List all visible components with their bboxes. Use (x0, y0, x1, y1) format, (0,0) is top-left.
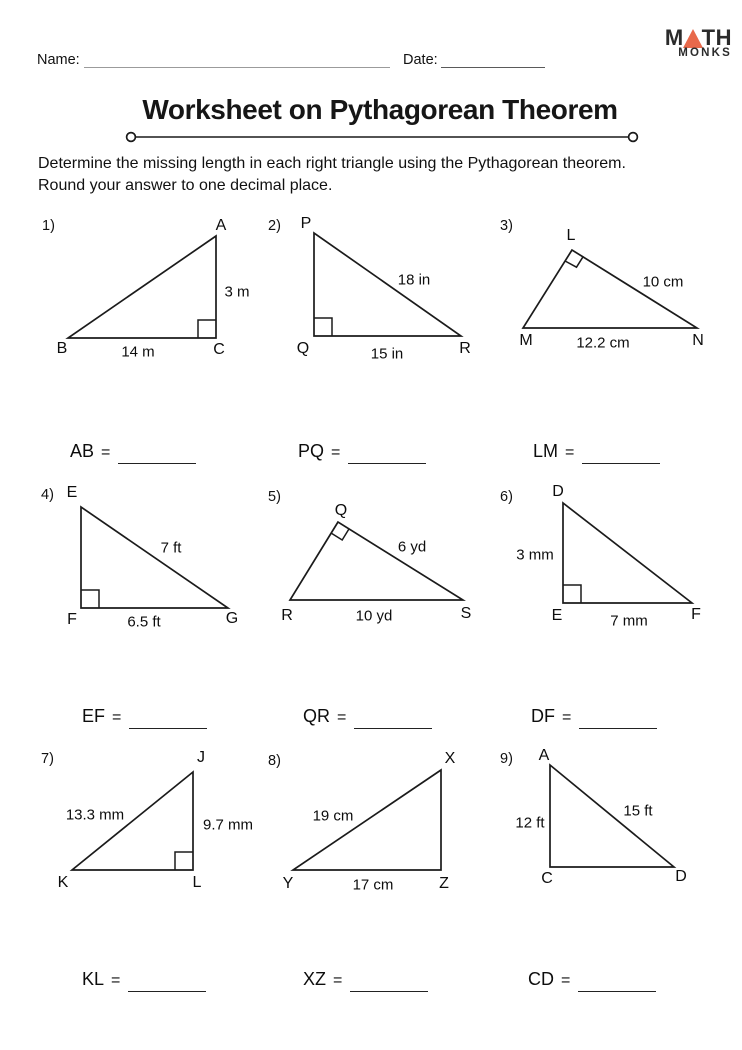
logo-subtitle: MONKS (678, 47, 732, 59)
equals-sign: = (333, 972, 343, 989)
vertex-label: J (197, 749, 205, 766)
side-length-label: 9.7 mm (202, 816, 254, 834)
triangle-figure (262, 210, 482, 365)
vertex-label: K (57, 874, 69, 891)
answer-label: PQ (298, 441, 325, 461)
vertex-label: Y (282, 875, 294, 892)
side-length-label: 10 yd (355, 607, 393, 625)
equals-sign: = (562, 709, 572, 726)
instructions (38, 153, 728, 197)
problem-4 (38, 480, 258, 635)
answer-label: QR (303, 706, 330, 726)
vertex-label: Q (334, 502, 348, 519)
problem-number: 5) (268, 489, 281, 505)
title-underline-decoration (124, 129, 640, 145)
side-length-label: 18 in (397, 271, 431, 289)
problem-9 (495, 745, 725, 895)
vertex-label: D (675, 868, 687, 885)
vertex-label: R (281, 607, 293, 624)
date-label: Date: (403, 52, 438, 68)
side-length-label: 10 cm (642, 273, 684, 291)
answer-blank-line[interactable] (129, 727, 207, 729)
logo-text-th: TH (701, 25, 732, 50)
logo-wordmark (644, 27, 732, 49)
side-length-label: 6.5 ft (127, 613, 161, 631)
page-title: Worksheet on Pythagorean Theorem (142, 94, 618, 125)
answer-item (82, 969, 206, 990)
side-length-label: 17 cm (352, 876, 394, 894)
problem-1 (38, 210, 258, 365)
side-length-label: 14 m (121, 343, 155, 361)
side-length-label: 15 ft (623, 802, 653, 820)
vertex-label: C (213, 341, 225, 358)
answer-item (298, 441, 426, 462)
vertex-label: Z (439, 875, 449, 892)
vertex-label: A (538, 747, 550, 764)
answer-item (82, 706, 207, 727)
vertex-label: S (460, 605, 472, 622)
instructions-line1: Determine the missing length in each right triangle using the Pythagorean theorem. (38, 155, 626, 172)
answer-label: CD (528, 969, 554, 989)
answer-blank-line[interactable] (348, 462, 426, 464)
answer-blank-line[interactable] (582, 462, 660, 464)
vertex-label: B (56, 340, 68, 357)
side-length-label: 7 mm (610, 612, 648, 630)
vertex-label: E (66, 484, 78, 501)
side-length-label: 3 mm (516, 546, 554, 564)
answer-item (528, 969, 656, 990)
problem-number: 6) (500, 489, 513, 505)
problem-number: 9) (500, 751, 513, 767)
answer-label: DF (531, 706, 555, 726)
answer-blank-line[interactable] (578, 990, 656, 992)
answer-item (303, 969, 428, 990)
vertex-label: N (692, 332, 704, 349)
answer-label: EF (82, 706, 106, 726)
date-line[interactable] (441, 66, 545, 68)
name-label: Name: (37, 52, 80, 68)
vertex-label: M (519, 332, 533, 349)
answer-label: KL (82, 969, 105, 989)
problem-number: 3) (500, 218, 513, 234)
answer-blank-line[interactable] (128, 990, 206, 992)
problem-number: 1) (42, 218, 55, 234)
vertex-label: L (192, 874, 202, 891)
logo-text-m: M (664, 25, 684, 50)
answer-label: AB (70, 441, 95, 461)
problem-number: 8) (268, 753, 281, 769)
vertex-label: A (215, 217, 227, 234)
answer-label: XZ (303, 969, 327, 989)
side-length-label: 19 cm (312, 807, 354, 825)
problem-5 (262, 480, 482, 635)
answer-blank-line[interactable] (579, 727, 657, 729)
problem-number: 2) (268, 218, 281, 234)
instructions-line2: Round your answer to one decimal place. (38, 177, 333, 194)
answer-item (70, 441, 196, 462)
equals-sign: = (101, 444, 111, 461)
side-length-label: 7 ft (160, 539, 182, 557)
vertex-label: C (541, 870, 553, 887)
equals-sign: = (111, 972, 121, 989)
problem-number: 7) (41, 751, 54, 767)
answer-item (531, 706, 657, 727)
equals-sign: = (331, 444, 341, 461)
side-length-label: 15 in (370, 345, 404, 363)
vertex-label: F (67, 611, 77, 628)
name-line[interactable] (84, 66, 390, 68)
vertex-label: X (444, 750, 456, 767)
vertex-label: P (300, 215, 312, 232)
vertex-label: L (566, 227, 576, 244)
problem-8 (262, 745, 482, 895)
equals-sign: = (565, 444, 575, 461)
answer-item (303, 706, 432, 727)
problem-7 (38, 745, 268, 895)
equals-sign: = (561, 972, 571, 989)
equals-sign: = (112, 709, 122, 726)
problem-3 (495, 210, 725, 365)
side-length-label: 13.3 mm (65, 806, 125, 824)
vertex-label: F (691, 606, 701, 623)
logo-triangle-icon (683, 29, 703, 48)
answer-item (533, 441, 660, 462)
answer-blank-line[interactable] (118, 462, 196, 464)
equals-sign: = (337, 709, 347, 726)
vertex-label: Q (296, 340, 310, 357)
problem-6 (495, 480, 725, 635)
side-length-label: 6 yd (397, 538, 427, 556)
vertex-label: D (552, 483, 564, 500)
vertex-label: G (225, 610, 239, 627)
vertex-label: R (459, 340, 471, 357)
vertex-label: E (551, 607, 563, 624)
answer-label: LM (533, 441, 559, 461)
side-length-label: 12 ft (515, 814, 545, 832)
problem-number: 4) (41, 487, 54, 503)
answer-blank-line[interactable] (354, 727, 432, 729)
problem-2 (262, 210, 482, 365)
math-monks-logo (644, 27, 732, 59)
side-length-label: 12.2 cm (576, 334, 630, 352)
side-length-label: 3 m (224, 283, 250, 301)
answer-blank-line[interactable] (350, 990, 428, 992)
